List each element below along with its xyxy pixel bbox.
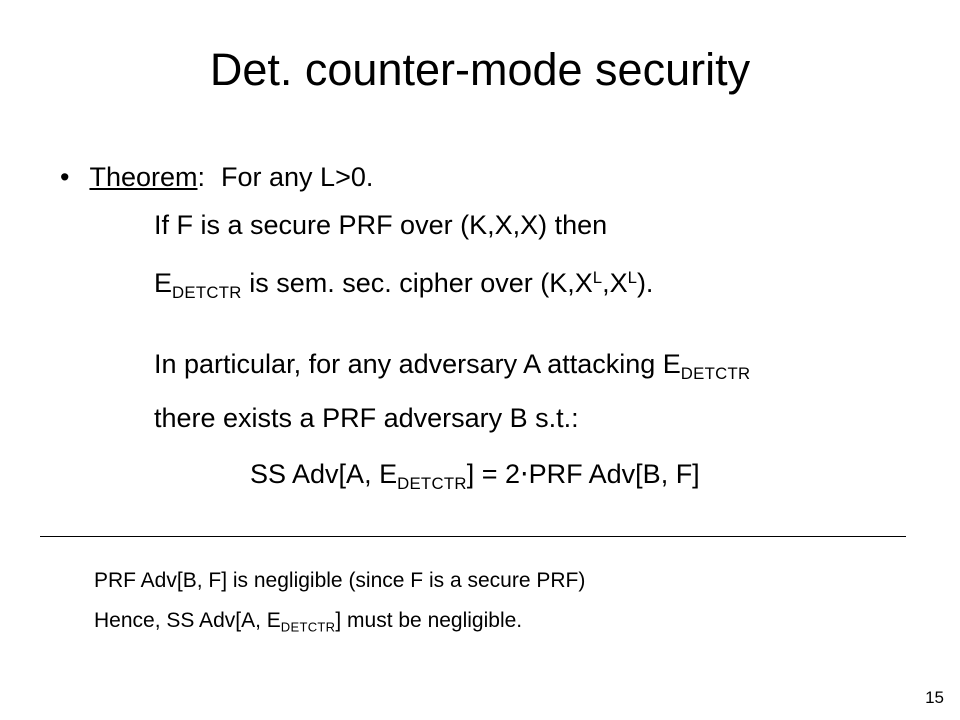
superscript-l-1: L <box>592 268 603 287</box>
slide-title: Det. counter-mode security <box>209 44 751 95</box>
bullet: • <box>60 162 70 192</box>
theorem-line-5: there exists a PRF adversary B s.t.: <box>154 403 579 433</box>
equation-subscript: DETCTR <box>397 473 467 493</box>
superscript-l-2: L <box>627 268 637 287</box>
note-line-2 <box>94 607 522 642</box>
theorem-label: Theorem <box>89 162 198 192</box>
theorem-equation <box>250 457 700 501</box>
theorem-condition: For any L>0. <box>221 162 374 192</box>
note2-right: ] must be negligible. <box>335 609 523 632</box>
theorem-line-1 <box>60 160 373 194</box>
particular-text: In particular, for any adversary A attacking E <box>154 349 681 379</box>
equation-middle: ] = 2 <box>466 459 521 489</box>
page-number: 15 <box>925 688 944 707</box>
note2-left: Hence, SS Adv[A, E <box>94 609 281 632</box>
cipher-statement: is sem. sec. cipher over (K,X <box>241 268 593 299</box>
equation-right: PRF Adv[B, F] <box>528 459 700 489</box>
note2-subscript: DETCTR <box>280 619 336 635</box>
multiplication-dot: ⋅ <box>520 459 529 489</box>
section-divider <box>40 536 906 537</box>
theorem-line-3 <box>154 261 653 310</box>
theorem-label-colon: : <box>197 162 206 192</box>
theorem-line-4 <box>154 347 750 391</box>
equation-left: SS Adv[A, E <box>250 459 398 489</box>
cipher-subscript: DETCTR <box>172 283 242 303</box>
theorem-line-2: If F is a secure PRF over (K,X,X) then <box>154 210 608 240</box>
cipher-statement-end: ). <box>636 268 654 299</box>
cipher-symbol: E <box>154 268 173 299</box>
particular-subscript: DETCTR <box>680 363 751 383</box>
note-line-1: PRF Adv[B, F] is negligible (since F is a secure PRF) <box>94 569 586 592</box>
cipher-statement-comma: ,X <box>602 268 628 299</box>
